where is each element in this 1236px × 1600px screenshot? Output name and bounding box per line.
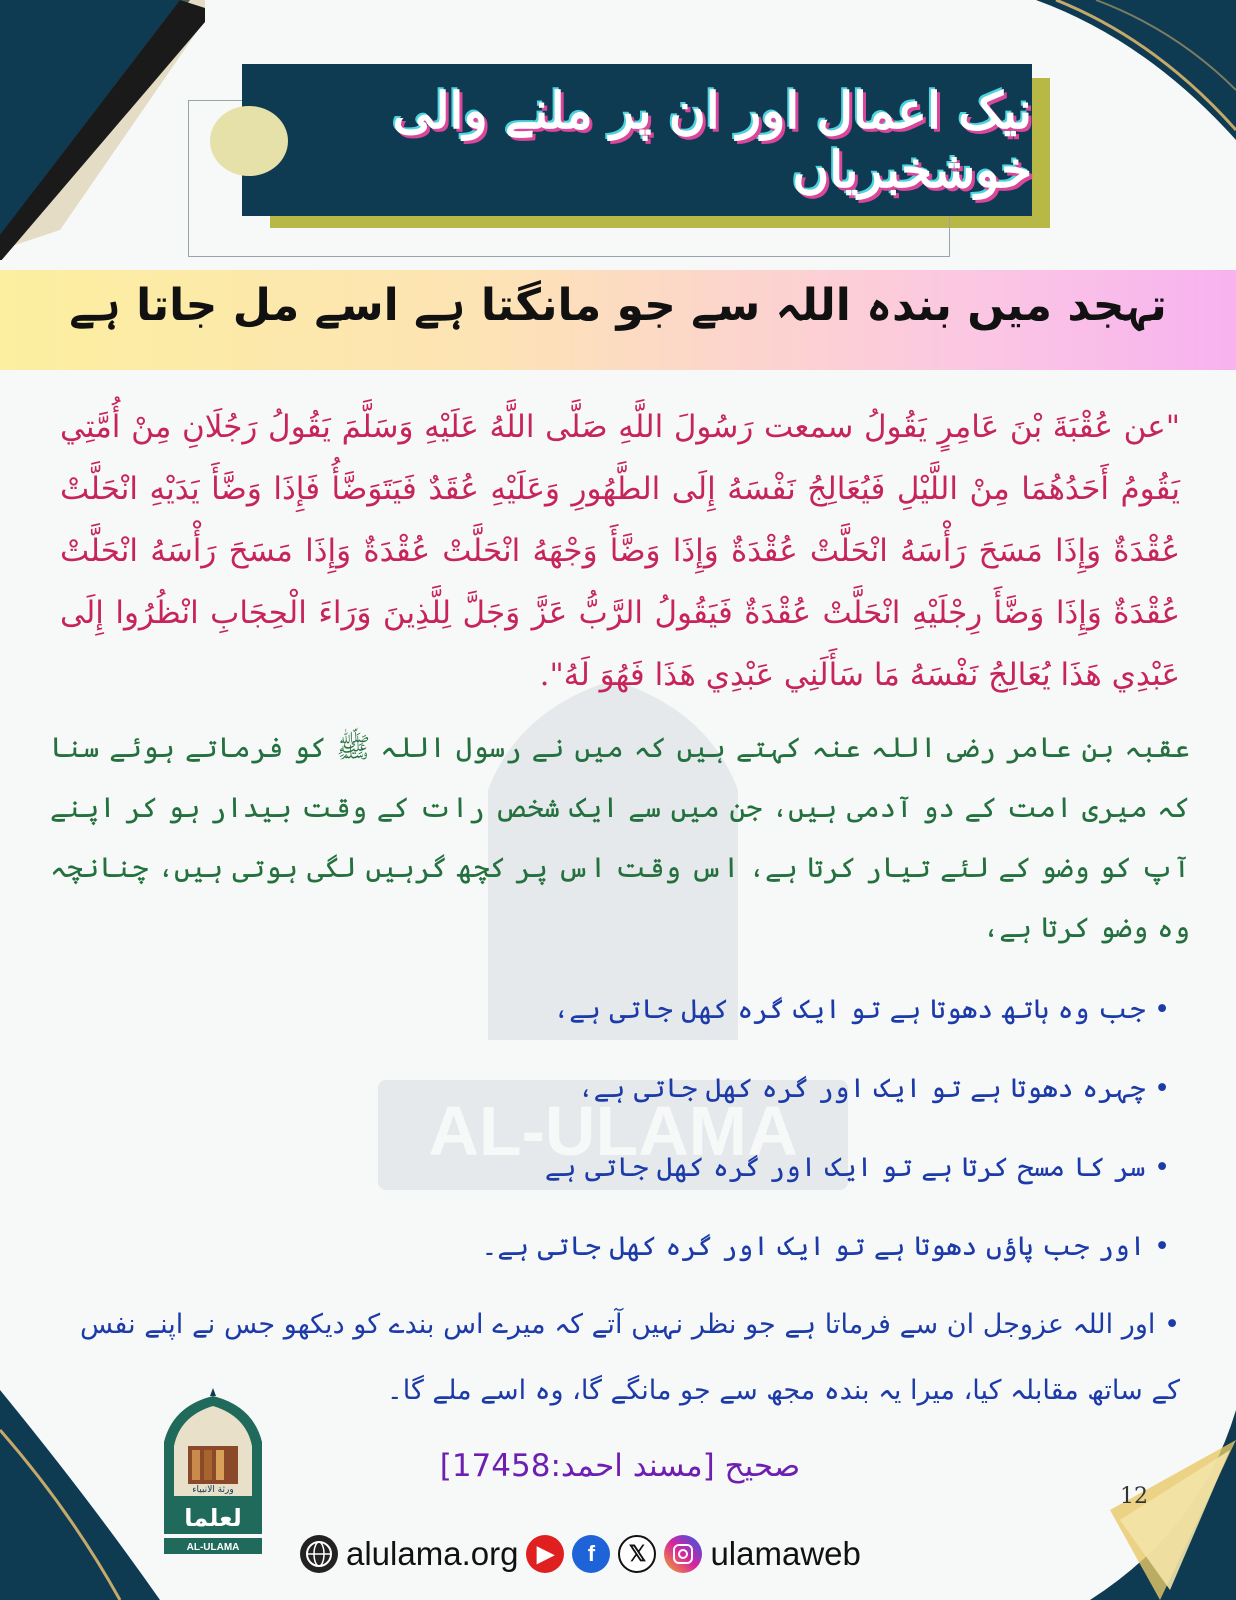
subheader-title: تہجد میں بندہ اللہ سے جو مانگتا ہے اسے مل جاتا ہے [69,280,1167,331]
svg-text:لعلما: لعلما [184,1504,242,1532]
list-item: • سر کا مسح کرتا ہے تو ایک اور گرہ کھل جاتی ہے [544,1152,1170,1183]
page-title: نیک اعمال اور ان پر ملنے والی خوشخبریاں [392,81,1032,199]
youtube-icon[interactable]: ▶ [526,1535,564,1573]
corner-decoration-top-left [0,0,220,260]
watermark-text: AL-ULAMA [428,1092,798,1170]
header-circle-ornament [210,106,288,176]
social-handle[interactable]: ulamaweb [710,1535,861,1572]
svg-text:AL-ULAMA: AL-ULAMA [186,1542,240,1553]
arabic-hadith-text: "عن عُقْبَةَ بْنَ عَامِرٍ يَقُولُ سمعت رَسُولَ اللَّهِ صَلَّى اللَّهُ عَلَيْهِ وَسَلَّمَ يَقُولُ رَجُلَانِ مِنْ أُمَّتِي يَقُومُ أَحَدُهُمَا مِنْ اللَّيْلِ فَيُعَالِجُ نَفْسَهُ إِلَى الطَّهُورِ وَعَلَيْهِ عُقَدٌ فَيَتَوَضَّأُ فَإِذَا وَضَّأَ يَدَيْهِ انْحَلَّتْ عُقْدَةٌ وَإِذَا مَسَحَ رَأْسَهُ انْحَلَّتْ عُقْدَةٌ وَإِذَا وَضَّأَ وَجْهَهُ انْحَلَّتْ عُقْدَةٌ وَإِذَا مَسَحَ رَأْسَهُ انْحَلَّتْ عُقْدَةٌ وَإِذَا وَضَّأَ رِجْلَيْهِ انْحَلَّتْ عُقْدَةٌ فَيَقُولُ الرَّبُّ عَزَّ وَجَلَّ لِلَّذِينَ وَرَاءَ الْحِجَابِ انْظُرُوا إِلَى عَبْدِي هَذَا يُعَالِجُ نَفْسَهُ مَا سَأَلَنِي عَبْدِي هَذَا فَهُوَ لَهُ". [60,409,1180,693]
bullet-list [160,970,1170,1286]
corner-decoration-top-right [1036,0,1236,150]
list-item: • اور جب پاؤں دھوتا ہے تو ایک اور گرہ کھل جاتی ہے۔ [481,1231,1170,1262]
footer-bar [300,1530,861,1578]
list-item: • جب وہ ہاتھ دھوتا ہے تو ایک گرہ کھل جاتی ہے، [553,994,1170,1025]
svg-text:ورثة الانبياء: ورثة الانبياء [192,1485,234,1495]
instagram-icon[interactable] [664,1535,702,1573]
header-banner [242,64,1032,216]
urdu-translation-final: • اور اللہ عزوجل ان سے فرماتا ہے جو نظر نہیں آتے کہ میرے اس بندے کو دیکھو جس نے اپنے نفس کے ساتھ مقابلہ کیا، میرا یہ بندہ مجھ سے جو مانگے گا، وہ اسے ملے گا۔ [80,1309,1180,1406]
hadith-reference: صحيح [مسند احمد:17458] [439,1448,801,1484]
al-ulama-logo [158,1384,268,1556]
urdu-translation-intro: عقبہ بن عامر رضی اللہ عنہ کہتے ہیں کہ میں نے رسول اللہ ﷺ کو فرماتے ہوئے سنا کہ میری امت کے دو آدمی ہیں، جن میں سے ایک شخص رات کے وقت بیدار ہو کر اپنے آپ کو وضو کے لئے تیار کرتا ہے، اس وقت اس پر کچھ گرہیں لگی ہوتی ہیں، چنانچہ وہ وضو کرتا ہے، [50,731,1190,944]
globe-icon[interactable] [300,1535,338,1573]
list-item: • چہرہ دھوتا ہے تو ایک اور گرہ کھل جاتی ہے، [577,1073,1170,1104]
website-link[interactable]: alulama.org [346,1535,519,1572]
x-icon[interactable]: 𝕏 [618,1535,656,1573]
facebook-icon[interactable]: f [572,1535,610,1573]
page-number: 12 [1120,1484,1148,1509]
